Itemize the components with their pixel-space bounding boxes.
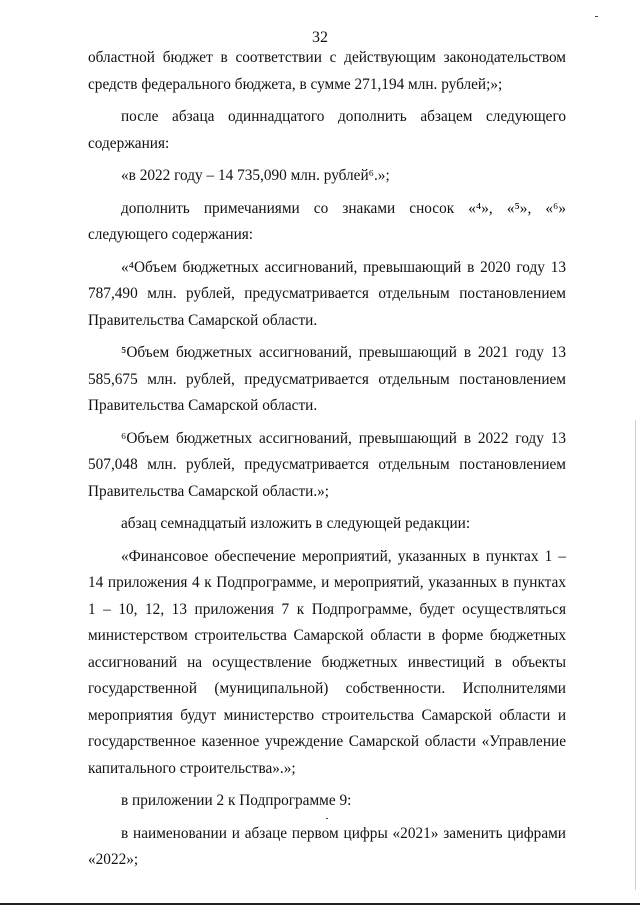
paragraph-continuation: областной бюджет в соответствии с действующим законодательством средств федерального бюджета, в сумме 271,194 млн. рублей;»; [88, 49, 566, 93]
scan-speck [595, 16, 598, 17]
paragraph-financing: «Финансовое обеспечение мероприятий, указанных в пунктах 1 – 14 приложения 4 к Подпрограмме, и мероприятий, указанных в пунктах 1 – 10, 12, 13 приложения 7 к Подпрограмме, будет осуществляться министерством строительства Самарской области в форме бюджетных ассигнований на осуществление бюджетных инвестиций в объекты государственной (муниципальной) собственности. Исполнителями мероприятия будут министерство строительства Самарской области и государственное казенное учреждение Самарской области «Управление капитального строительства».»; [88, 547, 566, 777]
paragraph-add-footnotes: дополнить примечаниями со знаками сносок «⁴», «⁵», «⁶» следующего содержания: [88, 199, 566, 243]
footnote-5: ⁵Объем бюджетных ассигнований, превышающий в 2021 году 13 585,675 млн. рублей, предусматривается отдельным постановлением Правительства Самарской области. [88, 344, 566, 414]
paragraph-appendix-2: в приложении 2 к Подпрограмме 9: [121, 792, 352, 809]
document-body [88, 45, 566, 874]
paragraph-2022-amount: «в 2022 году – 14 735,090 млн. рублей⁶.»; [121, 167, 390, 184]
scan-speck [326, 818, 328, 819]
page-number: 32 [312, 29, 328, 46]
scan-edge-line [635, 420, 636, 890]
paragraph-replace-year: в наименовании и абзаце первом цифры «2021» заменить цифрами «2022»; [88, 824, 566, 868]
paragraph-insert-after-eleventh: после абзаца одиннадцатого дополнить абзацем следующего содержания: [88, 108, 566, 152]
footnote-6: ⁶Объем бюджетных ассигнований, превышающий в 2022 году 13 507,048 млн. рублей, предусматривается отдельным постановлением Правительства Самарской области.»; [88, 429, 566, 500]
footnote-4: «⁴Объем бюджетных ассигнований, превышающий в 2020 году 13 787,490 млн. рублей, предусматривается отдельным постановлением Правительства Самарской области. [88, 258, 566, 329]
paragraph-seventeenth-new-wording: абзац семнадцатый изложить в следующей редакции: [121, 515, 471, 532]
